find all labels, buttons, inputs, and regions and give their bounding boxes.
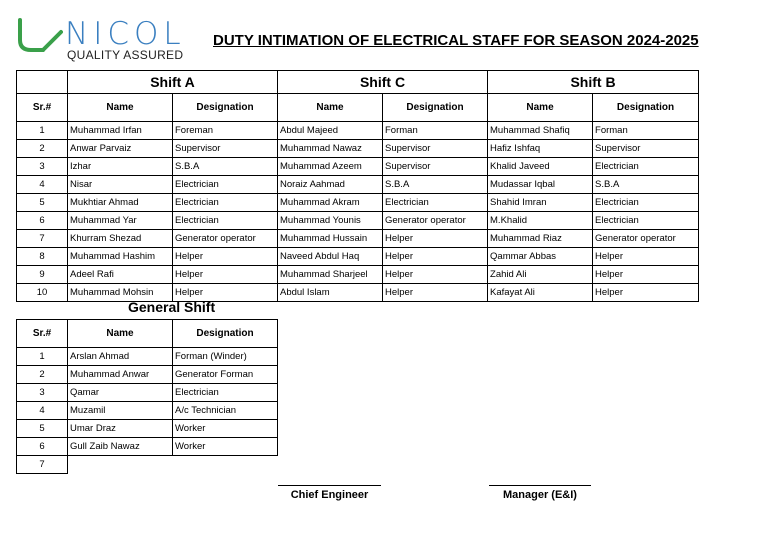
table-row: [17, 402, 278, 420]
shift-c-designation: Supervisor: [383, 158, 488, 176]
shift-a-designation: Helper: [173, 266, 278, 284]
general-designation: A/c Technician: [173, 402, 278, 420]
gen-col-sr: Sr.#: [17, 320, 68, 348]
table-row: [17, 122, 699, 140]
shift-a-designation: Electrician: [173, 194, 278, 212]
shift-c-name: Noraiz Aahmad: [278, 176, 383, 194]
company-logo: [17, 16, 187, 66]
shift-b-name: Hafiz Ishfaq: [488, 140, 593, 158]
table-row: [17, 140, 699, 158]
document-title: DUTY INTIMATION OF ELECTRICAL STAFF FOR SEASON 2024-2025: [213, 32, 699, 49]
shift-a-designation: Foreman: [173, 122, 278, 140]
shift-a-name: Muhammad Mohsin: [68, 284, 173, 302]
row-sr: 10: [17, 284, 68, 302]
row-sr: 4: [17, 176, 68, 194]
logo-u-mark-icon: [17, 18, 63, 52]
shift-corner-cell: [17, 71, 68, 94]
shift-a-name: Muhammad Yar: [68, 212, 173, 230]
row-sr: 5: [17, 420, 68, 438]
shift-b-name: Muhammad Riaz: [488, 230, 593, 248]
row-sr: 1: [17, 348, 68, 366]
shift-a-designation: Electrician: [173, 212, 278, 230]
logo-tagline: QUALITY ASSURED: [67, 48, 184, 62]
chief-engineer-signature: Chief Engineer: [278, 485, 381, 501]
general-designation: Electrician: [173, 384, 278, 402]
table-row: [17, 366, 278, 384]
general-designation: Worker: [173, 438, 278, 456]
shift-b-designation: Supervisor: [593, 140, 699, 158]
shift-b-name: Zahid Ali: [488, 266, 593, 284]
shift-b-name: M.Khalid: [488, 212, 593, 230]
col-name-a: Name: [68, 94, 173, 122]
shift-a-header: Shift A: [68, 71, 278, 94]
general-name: Qamar: [68, 384, 173, 402]
general-designation: Worker: [173, 420, 278, 438]
shift-b-designation: Helper: [593, 248, 699, 266]
shift-c-designation: Generator operator: [383, 212, 488, 230]
shift-b-designation: Generator operator: [593, 230, 699, 248]
gen-col-name: Name: [68, 320, 173, 348]
row-sr: 4: [17, 402, 68, 420]
shift-b-designation: Helper: [593, 284, 699, 302]
shift-c-name: Muhammad Hussain: [278, 230, 383, 248]
row-sr: 7: [17, 230, 68, 248]
shift-a-designation: Supervisor: [173, 140, 278, 158]
table-row: [17, 266, 699, 284]
logo-brand: NICOL: [65, 16, 186, 52]
general-shift-title: General Shift: [128, 299, 216, 315]
shift-b-name: Kafayat Ali: [488, 284, 593, 302]
table-row: [17, 348, 278, 366]
shift-c-header: Shift C: [278, 71, 488, 94]
general-name: Muhammad Anwar: [68, 366, 173, 384]
shift-c-name: Muhammad Akram: [278, 194, 383, 212]
shift-a-name: Muhammad Irfan: [68, 122, 173, 140]
general-designation: [173, 456, 278, 474]
row-sr: 1: [17, 122, 68, 140]
general-name: Arslan Ahmad: [68, 348, 173, 366]
row-sr: 6: [17, 438, 68, 456]
shift-a-name: Mukhtiar Ahmad: [68, 194, 173, 212]
row-sr: 3: [17, 384, 68, 402]
shift-a-name: Anwar Parvaiz: [68, 140, 173, 158]
table-row: [17, 158, 699, 176]
shift-a-name: Khurram Shezad: [68, 230, 173, 248]
row-sr: 8: [17, 248, 68, 266]
row-sr: 5: [17, 194, 68, 212]
shift-c-designation: Electrician: [383, 194, 488, 212]
general-name: Umar Draz: [68, 420, 173, 438]
row-sr: 7: [17, 456, 68, 474]
shift-a-name: Adeel Rafi: [68, 266, 173, 284]
shift-a-name: Izhar: [68, 158, 173, 176]
table-row: [17, 194, 699, 212]
shift-a-name: Nisar: [68, 176, 173, 194]
shift-b-name: Shahid Imran: [488, 194, 593, 212]
table-row: [17, 248, 699, 266]
shift-c-designation: Helper: [383, 248, 488, 266]
shift-c-name: Muhammad Sharjeel: [278, 266, 383, 284]
shift-c-designation: Forman: [383, 122, 488, 140]
table-row: [17, 212, 699, 230]
col-name-c: Name: [278, 94, 383, 122]
col-name-b: Name: [488, 94, 593, 122]
manager-signature: Manager (E&I): [489, 485, 591, 501]
general-designation: Forman (Winder): [173, 348, 278, 366]
table-row: [17, 176, 699, 194]
col-designation-a: Designation: [173, 94, 278, 122]
shift-a-designation: Generator operator: [173, 230, 278, 248]
shift-a-name: Muhammad Hashim: [68, 248, 173, 266]
shift-c-name: Abdul Majeed: [278, 122, 383, 140]
shift-b-name: Mudassar Iqbal: [488, 176, 593, 194]
shift-c-name: Naveed Abdul Haq: [278, 248, 383, 266]
shift-c-designation: Helper: [383, 284, 488, 302]
shift-b-designation: S.B.A: [593, 176, 699, 194]
shift-c-name: Abdul Islam: [278, 284, 383, 302]
row-sr: 9: [17, 266, 68, 284]
shift-b-name: Khalid Javeed: [488, 158, 593, 176]
general-shift-table: [16, 319, 278, 474]
shift-b-name: Muhammad Shafiq: [488, 122, 593, 140]
shift-b-designation: Forman: [593, 122, 699, 140]
general-name: [68, 456, 173, 474]
row-sr: 6: [17, 212, 68, 230]
shift-c-designation: Supervisor: [383, 140, 488, 158]
table-row: [17, 384, 278, 402]
shift-c-designation: Helper: [383, 230, 488, 248]
gen-col-designation: Designation: [173, 320, 278, 348]
row-sr: 2: [17, 140, 68, 158]
shift-a-designation: Electrician: [173, 176, 278, 194]
general-designation: Generator Forman: [173, 366, 278, 384]
table-row: [17, 438, 278, 456]
col-designation-c: Designation: [383, 94, 488, 122]
shift-b-header: Shift B: [488, 71, 699, 94]
table-row: [17, 284, 699, 302]
shift-b-designation: Electrician: [593, 158, 699, 176]
general-name: Muzamil: [68, 402, 173, 420]
shift-c-name: Muhammad Younis: [278, 212, 383, 230]
shift-duty-table: [16, 70, 699, 302]
shift-b-designation: Electrician: [593, 212, 699, 230]
shift-a-designation: S.B.A: [173, 158, 278, 176]
table-row: [17, 230, 699, 248]
shift-c-designation: Helper: [383, 266, 488, 284]
row-sr: 2: [17, 366, 68, 384]
general-name: Gull Zaib Nawaz: [68, 438, 173, 456]
shift-c-name: Muhammad Azeem: [278, 158, 383, 176]
table-row: [17, 456, 278, 474]
shift-a-designation: Helper: [173, 284, 278, 302]
shift-a-designation: Helper: [173, 248, 278, 266]
shift-b-designation: Electrician: [593, 194, 699, 212]
shift-b-designation: Helper: [593, 266, 699, 284]
row-sr: 3: [17, 158, 68, 176]
col-designation-b: Designation: [593, 94, 699, 122]
col-sr: Sr.#: [17, 94, 68, 122]
shift-b-name: Qammar Abbas: [488, 248, 593, 266]
shift-c-name: Muhammad Nawaz: [278, 140, 383, 158]
shift-c-designation: S.B.A: [383, 176, 488, 194]
table-row: [17, 420, 278, 438]
